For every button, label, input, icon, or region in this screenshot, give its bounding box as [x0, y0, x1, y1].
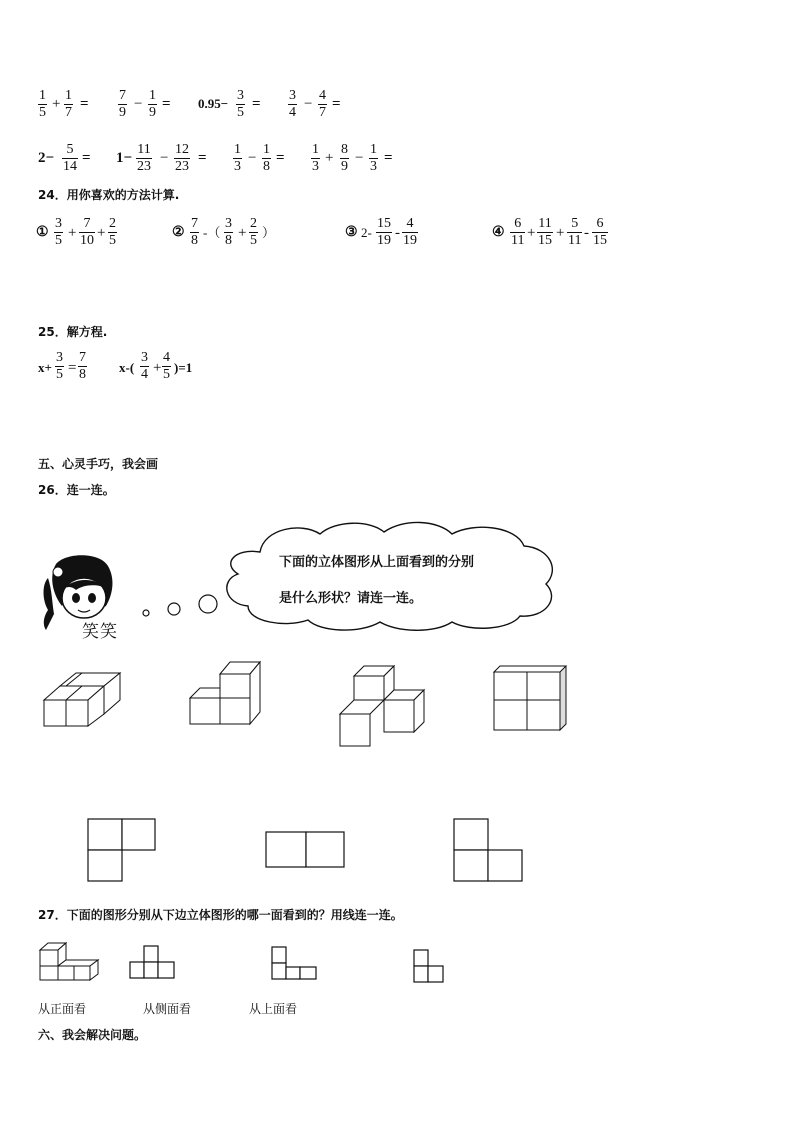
equals-sign: = [276, 150, 285, 166]
fraction: 1 7 [65, 88, 72, 120]
fraction: 4 19 [403, 216, 417, 248]
fraction: 1 9 [149, 88, 156, 120]
prefix: x+ [38, 360, 52, 375]
equals-sign: = [384, 150, 393, 166]
equals-sign: = [80, 96, 89, 112]
suffix: )=1 [174, 360, 193, 375]
fraction: 3 5 [56, 350, 63, 382]
fraction: 7 8 [79, 350, 86, 382]
question-27-title: 27．下面的图形分别从下边立体图形的哪一面看到的？用线连一连。 [38, 908, 403, 922]
fraction: 1 8 [263, 142, 270, 174]
section-6-title: 六、我会解决问题。 [38, 1028, 147, 1042]
fraction: 5 14 [63, 142, 77, 174]
bubble-text-line-1: 下面的立体图形从上面看到的分别 [279, 555, 475, 570]
operator: - [395, 225, 400, 241]
operator: + [238, 225, 247, 241]
question-24-title: 24．用你喜欢的方法计算. [38, 188, 180, 202]
operator: − [355, 150, 364, 166]
prefix: 0.95− [198, 96, 229, 111]
solid-figure-2 [188, 652, 268, 728]
top-view-shape-2 [264, 830, 348, 870]
fraction: 1 3 [234, 142, 241, 174]
speech-cloud [220, 518, 560, 632]
prefix: 1− [116, 150, 133, 166]
fraction: 4 5 [163, 350, 170, 382]
fraction: 3 5 [237, 88, 244, 120]
fraction: 3 4 [141, 350, 148, 382]
question-25-title: 25．解方程. [38, 325, 108, 339]
operator: - [584, 225, 589, 241]
circled-number: ③ [345, 225, 358, 240]
fraction: 1 3 [312, 142, 319, 174]
equals-sign: = [162, 96, 171, 112]
fraction: 8 9 [341, 142, 348, 174]
operator: − [134, 96, 143, 112]
fraction: 7 9 [119, 88, 126, 120]
equals-sign: = [68, 360, 77, 376]
prefix: 2- [361, 225, 372, 240]
prefix: 2− [38, 150, 55, 166]
solid-figure-1 [40, 670, 130, 730]
fraction: 12 23 [175, 142, 189, 174]
solid-figure-4 [490, 662, 570, 734]
thought-dots [140, 592, 220, 616]
fraction: 11 15 [538, 216, 552, 248]
equals-sign: = [252, 96, 261, 112]
top-view-shape-1 [86, 817, 158, 883]
operator: − [160, 150, 169, 166]
solid-figure-3 [338, 662, 430, 750]
bubble-text-line-2: 是什么形状？请连一连。 [279, 591, 423, 606]
character-name: 笑笑 [82, 622, 118, 642]
q27-solid-figure [38, 940, 102, 982]
section-5-title: 五、心灵手巧，我会画 [38, 457, 159, 471]
fraction: 1 3 [370, 142, 377, 174]
fraction: 3 4 [289, 88, 296, 120]
operator: + [556, 225, 565, 241]
operator: -（ [203, 225, 221, 240]
fraction: 7 8 [191, 216, 198, 248]
q27-view-3 [412, 948, 448, 984]
operator: + [52, 96, 61, 112]
fraction: 7 10 [80, 216, 94, 248]
equals-sign: = [332, 96, 341, 112]
q27-view-2 [270, 945, 320, 981]
operator: − [248, 150, 257, 166]
caption-side-view: 从侧面看 [143, 1002, 192, 1016]
fraction: 6 15 [593, 216, 607, 248]
operator: ） [262, 225, 276, 240]
operator: − [304, 96, 313, 112]
fraction: 15 19 [377, 216, 391, 248]
equals-sign: = [198, 150, 207, 166]
circled-number: ④ [492, 225, 505, 240]
fraction: 1 5 [39, 88, 46, 120]
operator: + [68, 225, 77, 241]
fraction: 5 11 [568, 216, 582, 248]
q27-view-1 [128, 944, 178, 980]
circled-number: ② [172, 225, 185, 240]
fraction: 3 5 [55, 216, 62, 248]
equals-sign: = [82, 150, 91, 166]
caption-front-view: 从正面看 [38, 1002, 87, 1016]
operator: + [527, 225, 536, 241]
fraction: 6 11 [511, 216, 525, 248]
fraction: 2 5 [109, 216, 116, 248]
caption-top-view: 从上面看 [249, 1002, 298, 1016]
top-view-shape-3 [452, 817, 526, 883]
fraction: 3 8 [225, 216, 232, 248]
question-26-title: 26．连一连。 [38, 483, 115, 497]
fraction: 2 5 [250, 216, 257, 248]
operator: + [325, 150, 334, 166]
operator: + [153, 360, 162, 376]
fraction: 4 7 [319, 88, 326, 120]
prefix: x-( [119, 360, 135, 375]
fraction: 11 23 [137, 142, 151, 174]
operator: + [97, 225, 106, 241]
circled-number: ① [36, 225, 49, 240]
